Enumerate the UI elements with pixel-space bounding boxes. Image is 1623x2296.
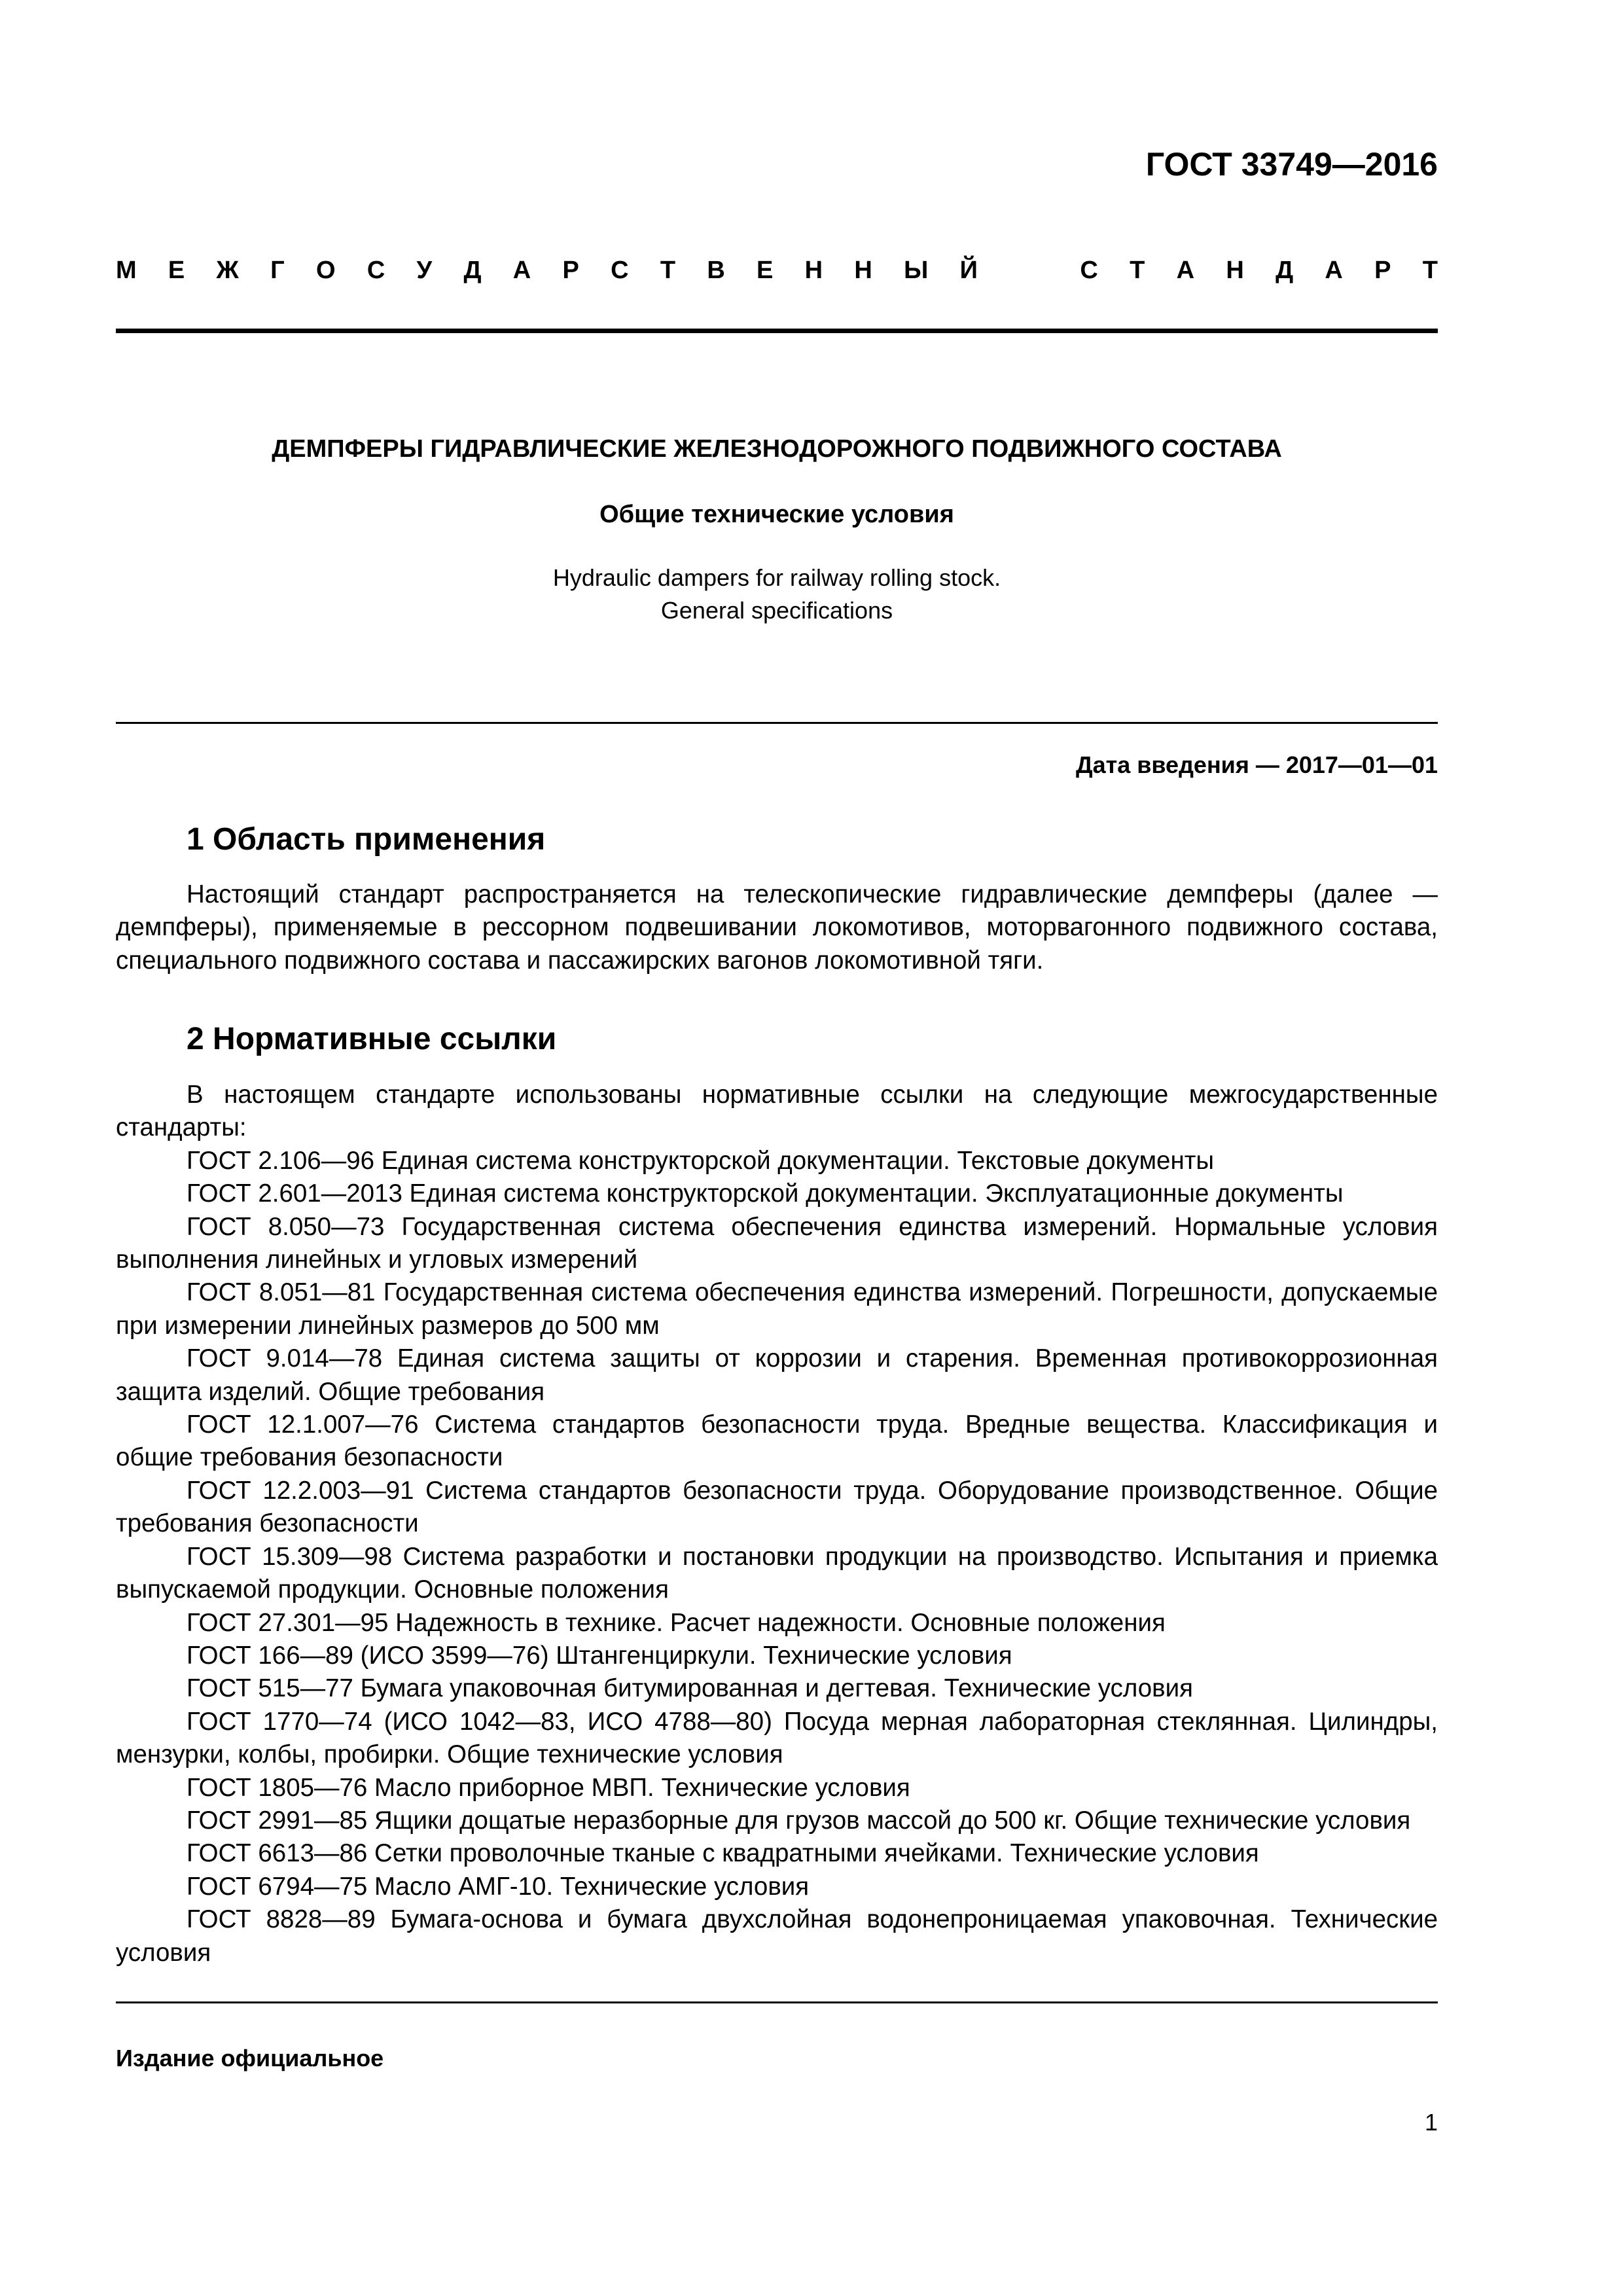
reference-item: ГОСТ 9.014—78 Единая система защиты от коррозии и старения. Временная противокоррозионная защита изделий. Общие требования <box>116 1344 1438 1406</box>
reference-item: ГОСТ 6613—86 Сетки проволочные тканые с квадратными ячейками. Технические условия <box>187 1839 1259 1868</box>
header-rule <box>116 329 1438 333</box>
reference-item: ГОСТ 2.601—2013 Единая система конструкторской документации. Эксплуатационные документы <box>187 1179 1344 1208</box>
banner-letter: А <box>1176 257 1195 284</box>
official-edition-label: Издание официальное <box>116 2045 384 2072</box>
banner-letter: С <box>366 257 385 284</box>
reference-item: ГОСТ 2991—85 Ящики дощатые неразборные для грузов массой до 500 кг. Общие технические условия <box>187 1806 1411 1835</box>
banner-letter: Н <box>1226 257 1244 284</box>
document-title: ДЕМПФЕРЫ ГИДРАВЛИЧЕСКИЕ ЖЕЛЕЗНОДОРОЖНОГО ПОДВИЖНОГО СОСТАВА <box>272 435 1282 463</box>
banner-letter: М <box>116 257 137 284</box>
reference-item: ГОСТ 15.309—98 Система разработки и постановки продукции на производство. Испытания и приемка выпускаемой продукции. Основные положения <box>116 1542 1438 1604</box>
reference-item: ГОСТ 27.301—95 Надежность в технике. Расчет надежности. Основные положения <box>187 1608 1166 1637</box>
banner-letter: Е <box>757 257 774 284</box>
banner-letter: Й <box>959 257 978 284</box>
interstate-standard-banner <box>116 257 1438 285</box>
reference-item: ГОСТ 1770—74 (ИСО 1042—83, ИСО 4788—80) Посуда мерная лабораторная стеклянная. Цилиндры, мензурки, колбы, пробирки. Общие технические условия <box>116 1707 1438 1769</box>
section-1-body <box>116 878 1438 977</box>
banner-letter: Н <box>854 257 872 284</box>
english-title-line-1: Hydraulic dampers for railway rolling stock. <box>552 564 1001 591</box>
section-2-body <box>116 1079 1438 1969</box>
banner-letter: А <box>512 257 531 284</box>
banner-letter: Т <box>660 257 676 284</box>
reference-item: ГОСТ 8828—89 Бумага-основа и бумага двухслойная водонепроницаемая упаковочная. Технические условия <box>116 1905 1438 1967</box>
reference-item: ГОСТ 12.2.003—91 Система стандартов безопасности труда. Оборудование производственное. Общие требования безопасности <box>116 1476 1438 1538</box>
banner-letter: Р <box>562 257 579 284</box>
banner-letter: А <box>1325 257 1343 284</box>
english-title-line-2: General specifications <box>660 597 893 624</box>
section-1-paragraph: Настоящий стандарт распространяется на телескопические гидравлические демпферы (далее — демпферы), применяемые в рессорном подвешивании локомотивов, моторвагонного подвижного состава, специального подвижного состава и пассажирских вагонов локомотивной тяги. <box>116 880 1438 975</box>
banner-letter: Д <box>1275 257 1294 284</box>
reference-item: ГОСТ 166—89 (ИСО 3599—76) Штангенциркули. Технические условия <box>187 1641 1012 1670</box>
reference-item: ГОСТ 6794—75 Масло АМГ-10. Технические условия <box>187 1872 810 1901</box>
banner-letter: Т <box>1422 257 1438 284</box>
banner-letter: Н <box>804 257 823 284</box>
footer-rule <box>116 2001 1438 2003</box>
banner-letter: Ы <box>904 257 929 284</box>
banner-letter: Р <box>1374 257 1391 284</box>
introduction-date: Дата введения — 2017—01—01 <box>1075 751 1438 778</box>
banner-letter: Е <box>168 257 185 284</box>
references-intro: В настоящем стандарте использованы нормативные ссылки на следующие межгосударственные стандарты: <box>116 1081 1438 1142</box>
reference-item: ГОСТ 2.106—96 Единая система конструкторской документации. Текстовые документы <box>187 1146 1215 1175</box>
reference-item: ГОСТ 12.1.007—76 Система стандартов безопасности труда. Вредные вещества. Классификация и общие требования безопасности <box>116 1410 1438 1472</box>
banner-letter: В <box>707 257 725 284</box>
banner-letter: С <box>611 257 629 284</box>
banner-letter: С <box>1080 257 1098 284</box>
banner-word-gap <box>1009 257 1048 285</box>
english-title <box>116 562 1438 627</box>
reference-item: ГОСТ 8.051—81 Государственная система обеспечения единства измерений. Погрешности, допускаемые при измерении линейных размеров до 500 мм <box>116 1278 1438 1340</box>
banner-letter: Д <box>463 257 482 284</box>
title-rule <box>116 722 1438 724</box>
section-1-heading: 1 Область применения <box>187 822 546 857</box>
banner-letter: Ж <box>216 257 239 284</box>
section-2-heading: 2 Нормативные ссылки <box>187 1022 557 1056</box>
document-subtitle: Общие технические условия <box>599 501 954 528</box>
document-number: ГОСТ 33749—2016 <box>1145 146 1438 183</box>
banner-letter: О <box>315 257 336 284</box>
banner-letter: Т <box>1130 257 1145 284</box>
reference-item: ГОСТ 8.050—73 Государственная система обеспечения единства измерений. Нормальные условия выполнения линейных и угловых измерений <box>116 1212 1438 1274</box>
reference-item: ГОСТ 515—77 Бумага упаковочная битумированная и дегтевая. Технические условия <box>187 1674 1193 1703</box>
page-number: 1 <box>1424 2109 1438 2136</box>
reference-item: ГОСТ 1805—76 Масло приборное МВП. Технические условия <box>187 1773 910 1802</box>
banner-letter: Г <box>270 257 285 284</box>
banner-letter: У <box>416 257 433 284</box>
